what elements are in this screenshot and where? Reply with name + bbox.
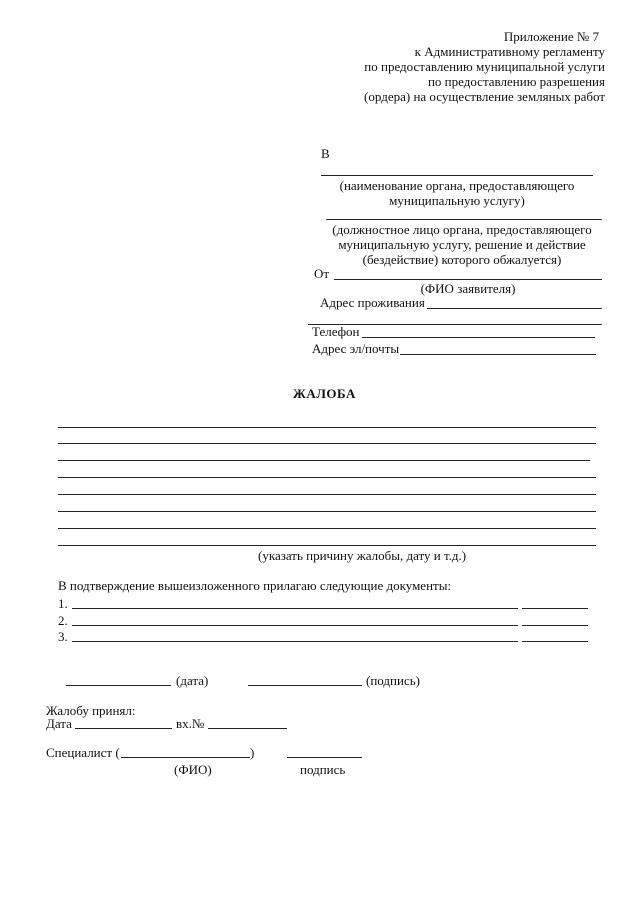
complaint-line[interactable] bbox=[58, 460, 590, 461]
specialist-sign-line[interactable] bbox=[287, 757, 362, 758]
document-item-line-tail[interactable] bbox=[522, 608, 588, 609]
signature-field-line[interactable] bbox=[248, 685, 362, 686]
document-item-number: 3. bbox=[58, 629, 68, 644]
date-field-line[interactable] bbox=[66, 685, 171, 686]
complaint-line[interactable] bbox=[58, 443, 596, 444]
document-item-line-tail[interactable] bbox=[522, 625, 588, 626]
document-item-number: 2. bbox=[58, 613, 68, 628]
fio-hint: (ФИО заявителя) bbox=[420, 281, 516, 296]
annex-line-4: по предоставлению разрешения bbox=[427, 74, 605, 89]
complaint-reason-hint: (указать причину жалобы, дату и т.д.) bbox=[258, 548, 467, 563]
official-hint-3: (бездействие) которого обжалуется) bbox=[362, 252, 562, 267]
incoming-number-line[interactable] bbox=[208, 728, 287, 729]
specialist-sign-label: подпись bbox=[300, 762, 346, 777]
email-field-line[interactable] bbox=[400, 354, 596, 355]
official-hint-2: муниципальную услугу, решение и действие bbox=[338, 237, 586, 252]
to-label: В bbox=[321, 146, 330, 161]
phone-label: Телефон bbox=[312, 324, 360, 339]
annex-line-2: к Административному регламенту bbox=[414, 44, 605, 59]
specialist-fio-line[interactable] bbox=[121, 757, 250, 758]
from-field-line[interactable] bbox=[334, 279, 602, 280]
documents-intro: В подтверждение вышеизложенного прилагаю следующие документы: bbox=[58, 578, 452, 593]
document-item-number: 1. bbox=[58, 596, 68, 611]
complaint-line[interactable] bbox=[58, 477, 596, 478]
address-field-line[interactable] bbox=[427, 308, 602, 309]
official-field-line[interactable] bbox=[326, 219, 602, 220]
specialist-close-paren: ) bbox=[250, 745, 255, 760]
incoming-number-label: вх.№ bbox=[176, 716, 205, 731]
annex-line-3: по предоставлению муниципальной услуги bbox=[364, 59, 605, 74]
document-item-line-tail[interactable] bbox=[522, 641, 588, 642]
official-hint-1: (должностное лицо органа, предоставляющего bbox=[332, 222, 592, 237]
document-item-line[interactable] bbox=[72, 608, 518, 609]
organ-hint-2: муниципальную услугу) bbox=[389, 193, 525, 208]
date-label: (дата) bbox=[176, 673, 209, 688]
annex-line-1: Приложение № 7 bbox=[503, 29, 599, 44]
complaint-line[interactable] bbox=[58, 545, 596, 546]
complaint-line[interactable] bbox=[58, 427, 596, 428]
specialist-label: Специалист ( bbox=[46, 745, 120, 760]
annex-line-5: (ордера) на осуществление земляных работ bbox=[364, 89, 605, 104]
accepted-date-line[interactable] bbox=[75, 728, 172, 729]
complaint-line[interactable] bbox=[58, 528, 596, 529]
address-label: Адрес проживания bbox=[320, 295, 425, 310]
accepted-title: Жалобу принял: bbox=[46, 703, 136, 718]
signature-label: (подпись) bbox=[366, 673, 420, 688]
phone-field-line[interactable] bbox=[362, 337, 595, 338]
organ-field-line[interactable] bbox=[321, 175, 593, 176]
from-label: От bbox=[314, 266, 330, 281]
specialist-fio-label: (ФИО) bbox=[174, 762, 212, 777]
complaint-title: ЖАЛОБА bbox=[293, 386, 356, 401]
organ-hint-1: (наименование органа, предоставляющего bbox=[339, 178, 575, 193]
complaint-line[interactable] bbox=[58, 494, 596, 495]
email-label: Адрес эл/почты bbox=[312, 341, 400, 356]
document-item-line[interactable] bbox=[72, 625, 518, 626]
accepted-date-label: Дата bbox=[46, 716, 72, 731]
complaint-line[interactable] bbox=[58, 511, 596, 512]
document-item-line[interactable] bbox=[72, 641, 518, 642]
